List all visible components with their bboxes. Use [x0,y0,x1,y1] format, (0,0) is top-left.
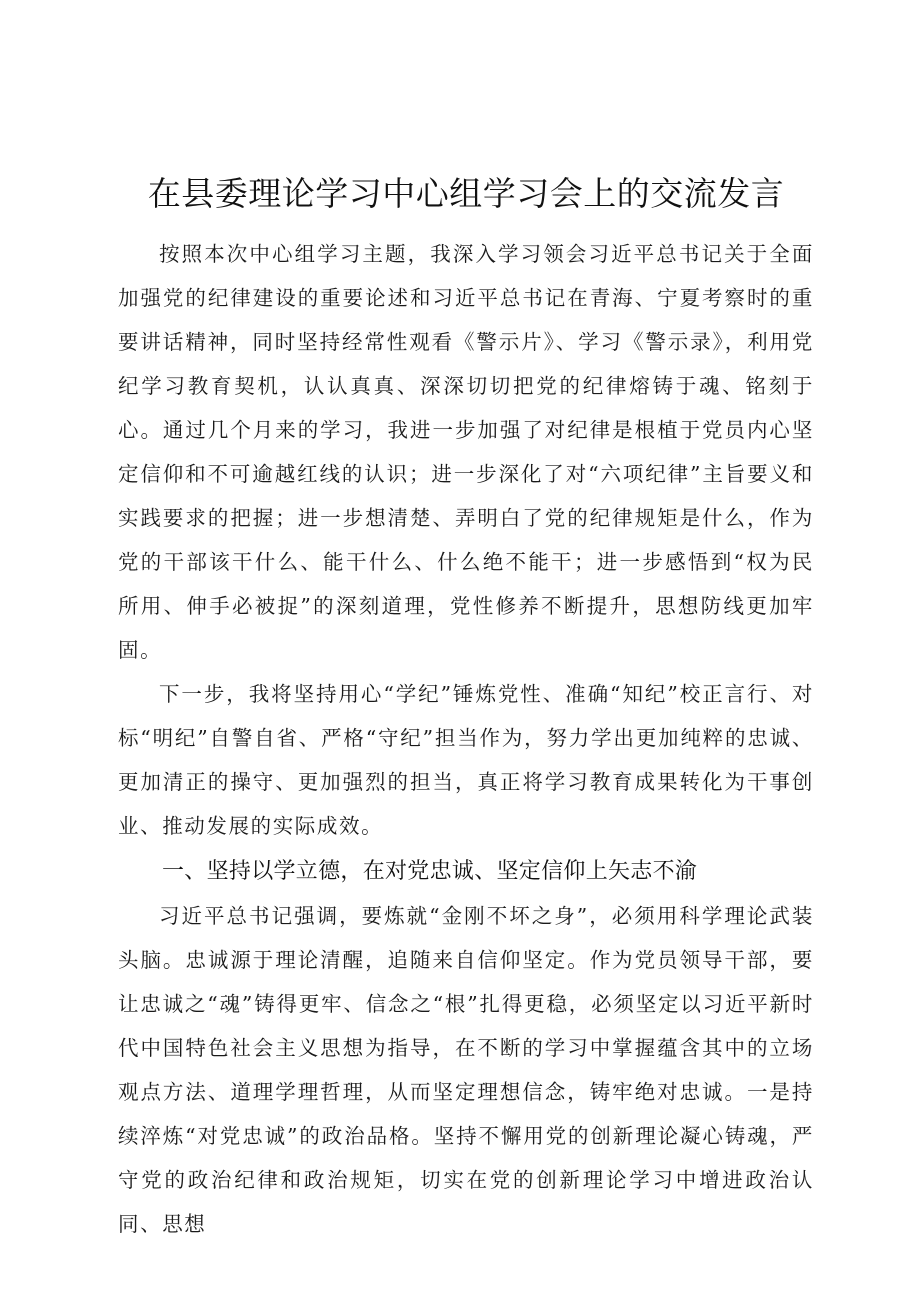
document-title: 在县委理论学习中心组学习会上的交流发言 [147,174,785,213]
section-paragraph-1: 习近平总书记强调，要炼就“金刚不坏之身”，必须用科学理论武装头脑。忠诚源于理论清醒，追随来自信仰坚定。作为党员领导干部，要让忠诚之“魂”铸得更牢、信念之“根”扎得更稳，必须坚定以习近平新时代中国特色社会主义思想为指导，在不断的学习中掌握蕴含其中的立场观点方法、道理学理哲理，从而坚定理想信念，铸牢绝对忠诚。一是持续淬炼“对党忠诚”的政治品格。坚持不懈用党的创新理论凝心铸魂，严守党的政治纪律和政治规矩，切实在党的创新理论学习中增进政治认同、思想 [118,904,814,1236]
section-heading-1: 一、坚持以学立德，在对党忠诚、坚定信仰上矢志不渝 [162,859,698,884]
body-paragraph-1: 按照本次中心组学习主题，我深入学习领会习近平总书记关于全面加强党的纪律建设的重要论述和习近平总书记在青海、宁夏考察时的重要讲话精神，同时坚持经常性观看《警示片》、学习《警示录》，利用党纪学习教育契机，认认真真、深深切切把党的纪律熔铸于魂、铭刻于心。通过几个月来的学习，我进一步加强了对纪律是根植于党员内心坚定信仰和不可逾越红线的认识；进一步深化了对“六项纪律”主旨要义和实践要求的把握；进一步想清楚、弄明白了党的纪律规矩是什么，作为党的干部该干什么、能干什么、什么绝不能干；进一步感悟到“权为民所用、伸手必被捉”的深刻道理，党性修养不断提升，思想防线更加牢固。 [118,242,814,662]
body-paragraph-2: 下一步，我将坚持用心“学纪”锤炼党性、准确“知纪”校正言行、对标“明纪”自警自省、严格“守纪”担当作为，努力学出更加纯粹的忠诚、更加清正的操守、更加强烈的担当，真正将学习教育成果转化为干事创业、推动发展的实际成效。 [118,682,814,838]
